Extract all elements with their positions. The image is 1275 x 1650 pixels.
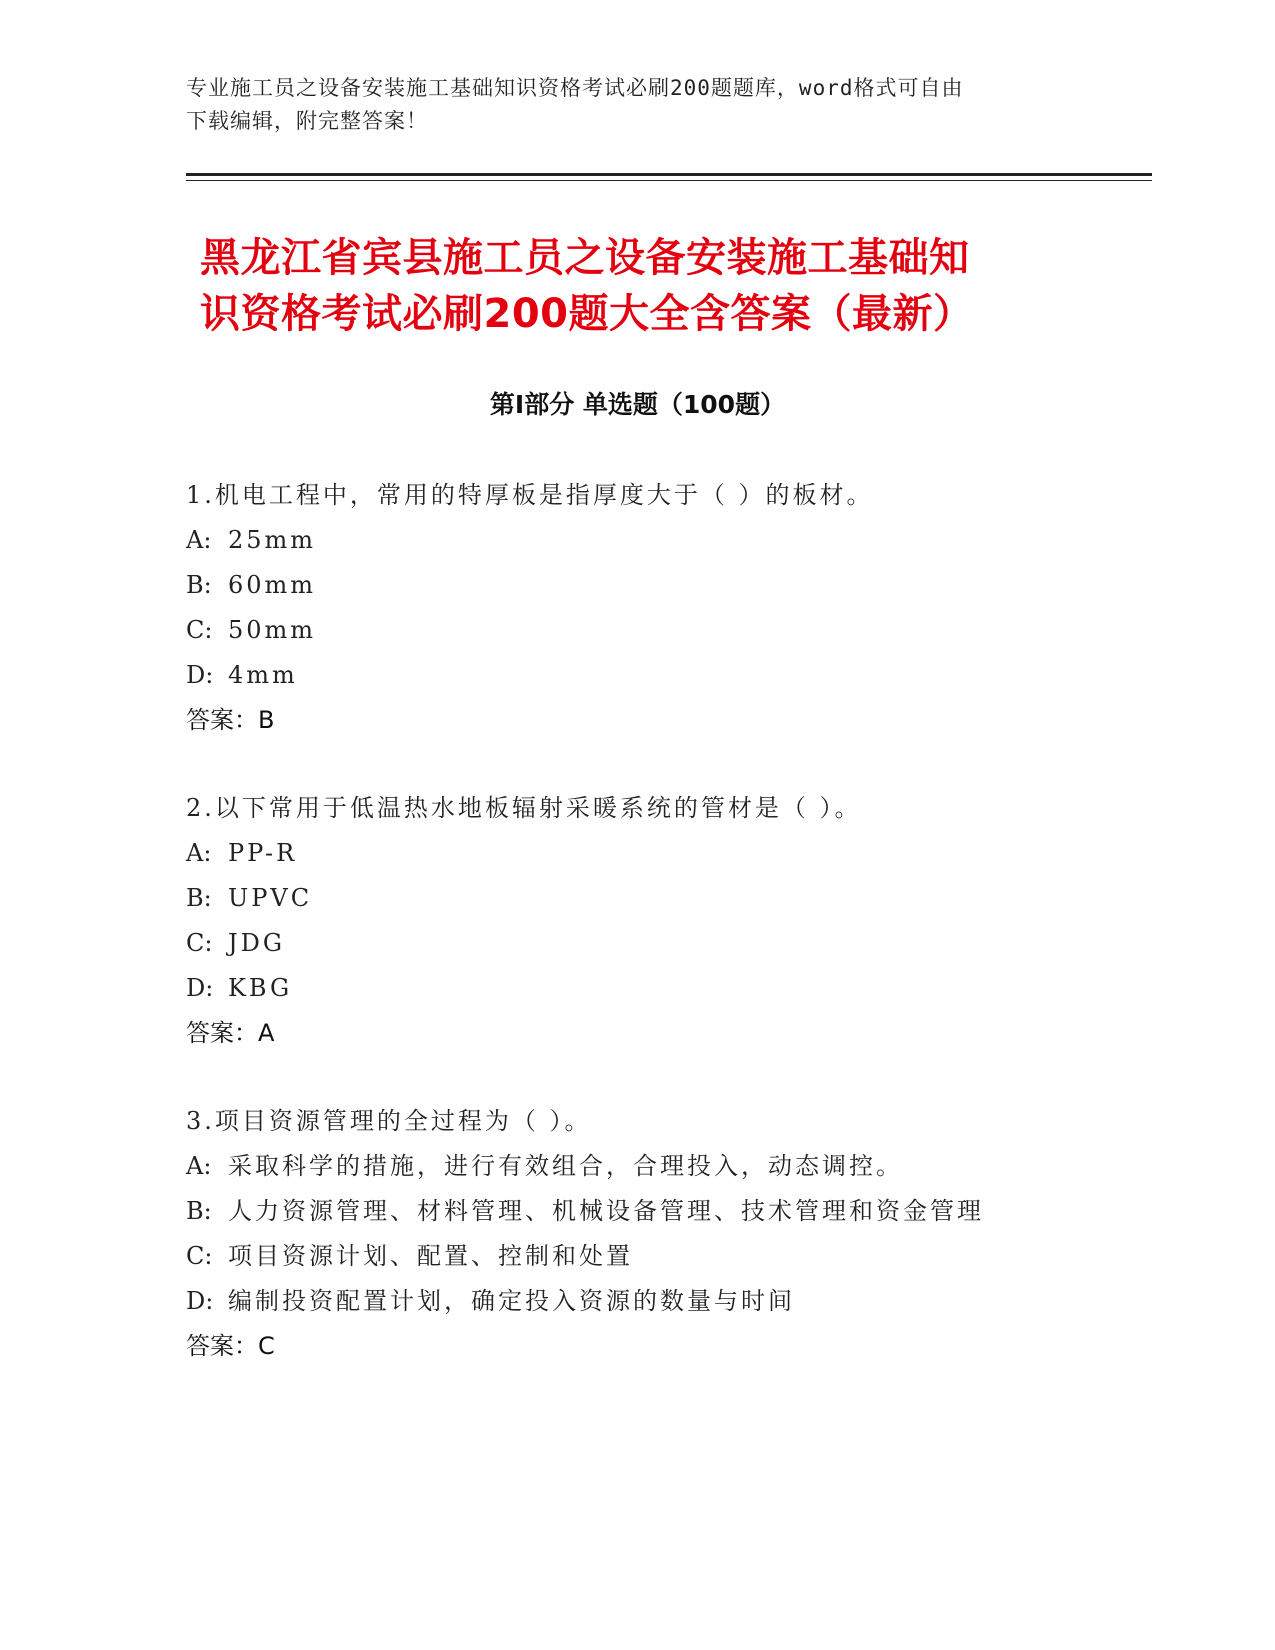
- question-stem: 3.项目资源管理的全过程为（ ）。: [186, 1107, 592, 1135]
- option-text: 60mm: [228, 571, 317, 599]
- header-note-line-2: 下载编辑，附完整答案！: [186, 109, 428, 133]
- option-b: [186, 563, 1166, 608]
- option-d: [186, 1279, 1166, 1324]
- option-letter: D:: [186, 661, 214, 689]
- option-letter: D:: [186, 974, 214, 1002]
- option-c: [186, 921, 1166, 966]
- header-divider-thick: [186, 173, 1152, 176]
- question-2: [186, 786, 1166, 1056]
- option-text: 人力资源管理、材料管理、机械设备管理、技术管理和资金管理: [228, 1197, 984, 1225]
- option-letter: B:: [186, 571, 212, 599]
- option-d: [186, 653, 1166, 698]
- option-text: UPVC: [228, 884, 313, 912]
- option-a: [186, 831, 1166, 876]
- option-letter: C:: [186, 1242, 213, 1270]
- answer-line: 答案：C: [186, 1332, 275, 1360]
- option-letter: A:: [186, 526, 212, 554]
- option-text: 项目资源计划、配置、控制和处置: [228, 1242, 633, 1270]
- option-text: JDG: [228, 929, 286, 957]
- document-header-note: [186, 72, 1086, 138]
- answer-line: 答案：B: [186, 706, 275, 734]
- question-3: [186, 1099, 1166, 1369]
- document-title-line-2: 识资格考试必刷200题大全含答案（最新）: [200, 291, 974, 337]
- option-text: 采取科学的措施，进行有效组合，合理投入，动态调控。: [228, 1152, 903, 1180]
- option-b: [186, 1189, 1166, 1234]
- option-text: PP-R: [228, 839, 298, 867]
- option-text: KBG: [228, 974, 293, 1002]
- question-list: [186, 473, 1166, 1412]
- document-title: [200, 230, 1100, 342]
- option-d: [186, 966, 1166, 1011]
- option-c: [186, 608, 1166, 653]
- option-letter: C:: [186, 616, 213, 644]
- option-letter: B:: [186, 1197, 212, 1225]
- option-text: 25mm: [228, 526, 317, 554]
- option-letter: A:: [186, 1152, 212, 1180]
- option-text: 4mm: [228, 661, 298, 689]
- option-b: [186, 876, 1166, 921]
- option-c: [186, 1234, 1166, 1279]
- header-note-line-1: 专业施工员之设备安装施工基础知识资格考试必刷200题题库，word格式可自由: [186, 76, 964, 100]
- answer-line: 答案：A: [186, 1019, 275, 1047]
- section-heading: 第Ⅰ部分 单选题（100题）: [489, 390, 786, 419]
- question-stem: 1.机电工程中，常用的特厚板是指厚度大于（ ）的板材。: [186, 481, 874, 509]
- option-letter: D:: [186, 1287, 214, 1315]
- option-text: 50mm: [228, 616, 317, 644]
- question-1: [186, 473, 1166, 743]
- option-letter: C:: [186, 929, 213, 957]
- question-stem: 2.以下常用于低温热水地板辐射采暖系统的管材是（ ）。: [186, 794, 862, 822]
- option-letter: B:: [186, 884, 212, 912]
- option-letter: A:: [186, 839, 212, 867]
- option-a: [186, 1144, 1166, 1189]
- document-title-line-1: 黑龙江省宾县施工员之设备安装施工基础知: [200, 235, 970, 281]
- header-divider-thin: [186, 180, 1152, 181]
- option-text: 编制投资配置计划，确定投入资源的数量与时间: [228, 1287, 795, 1315]
- option-a: [186, 518, 1166, 563]
